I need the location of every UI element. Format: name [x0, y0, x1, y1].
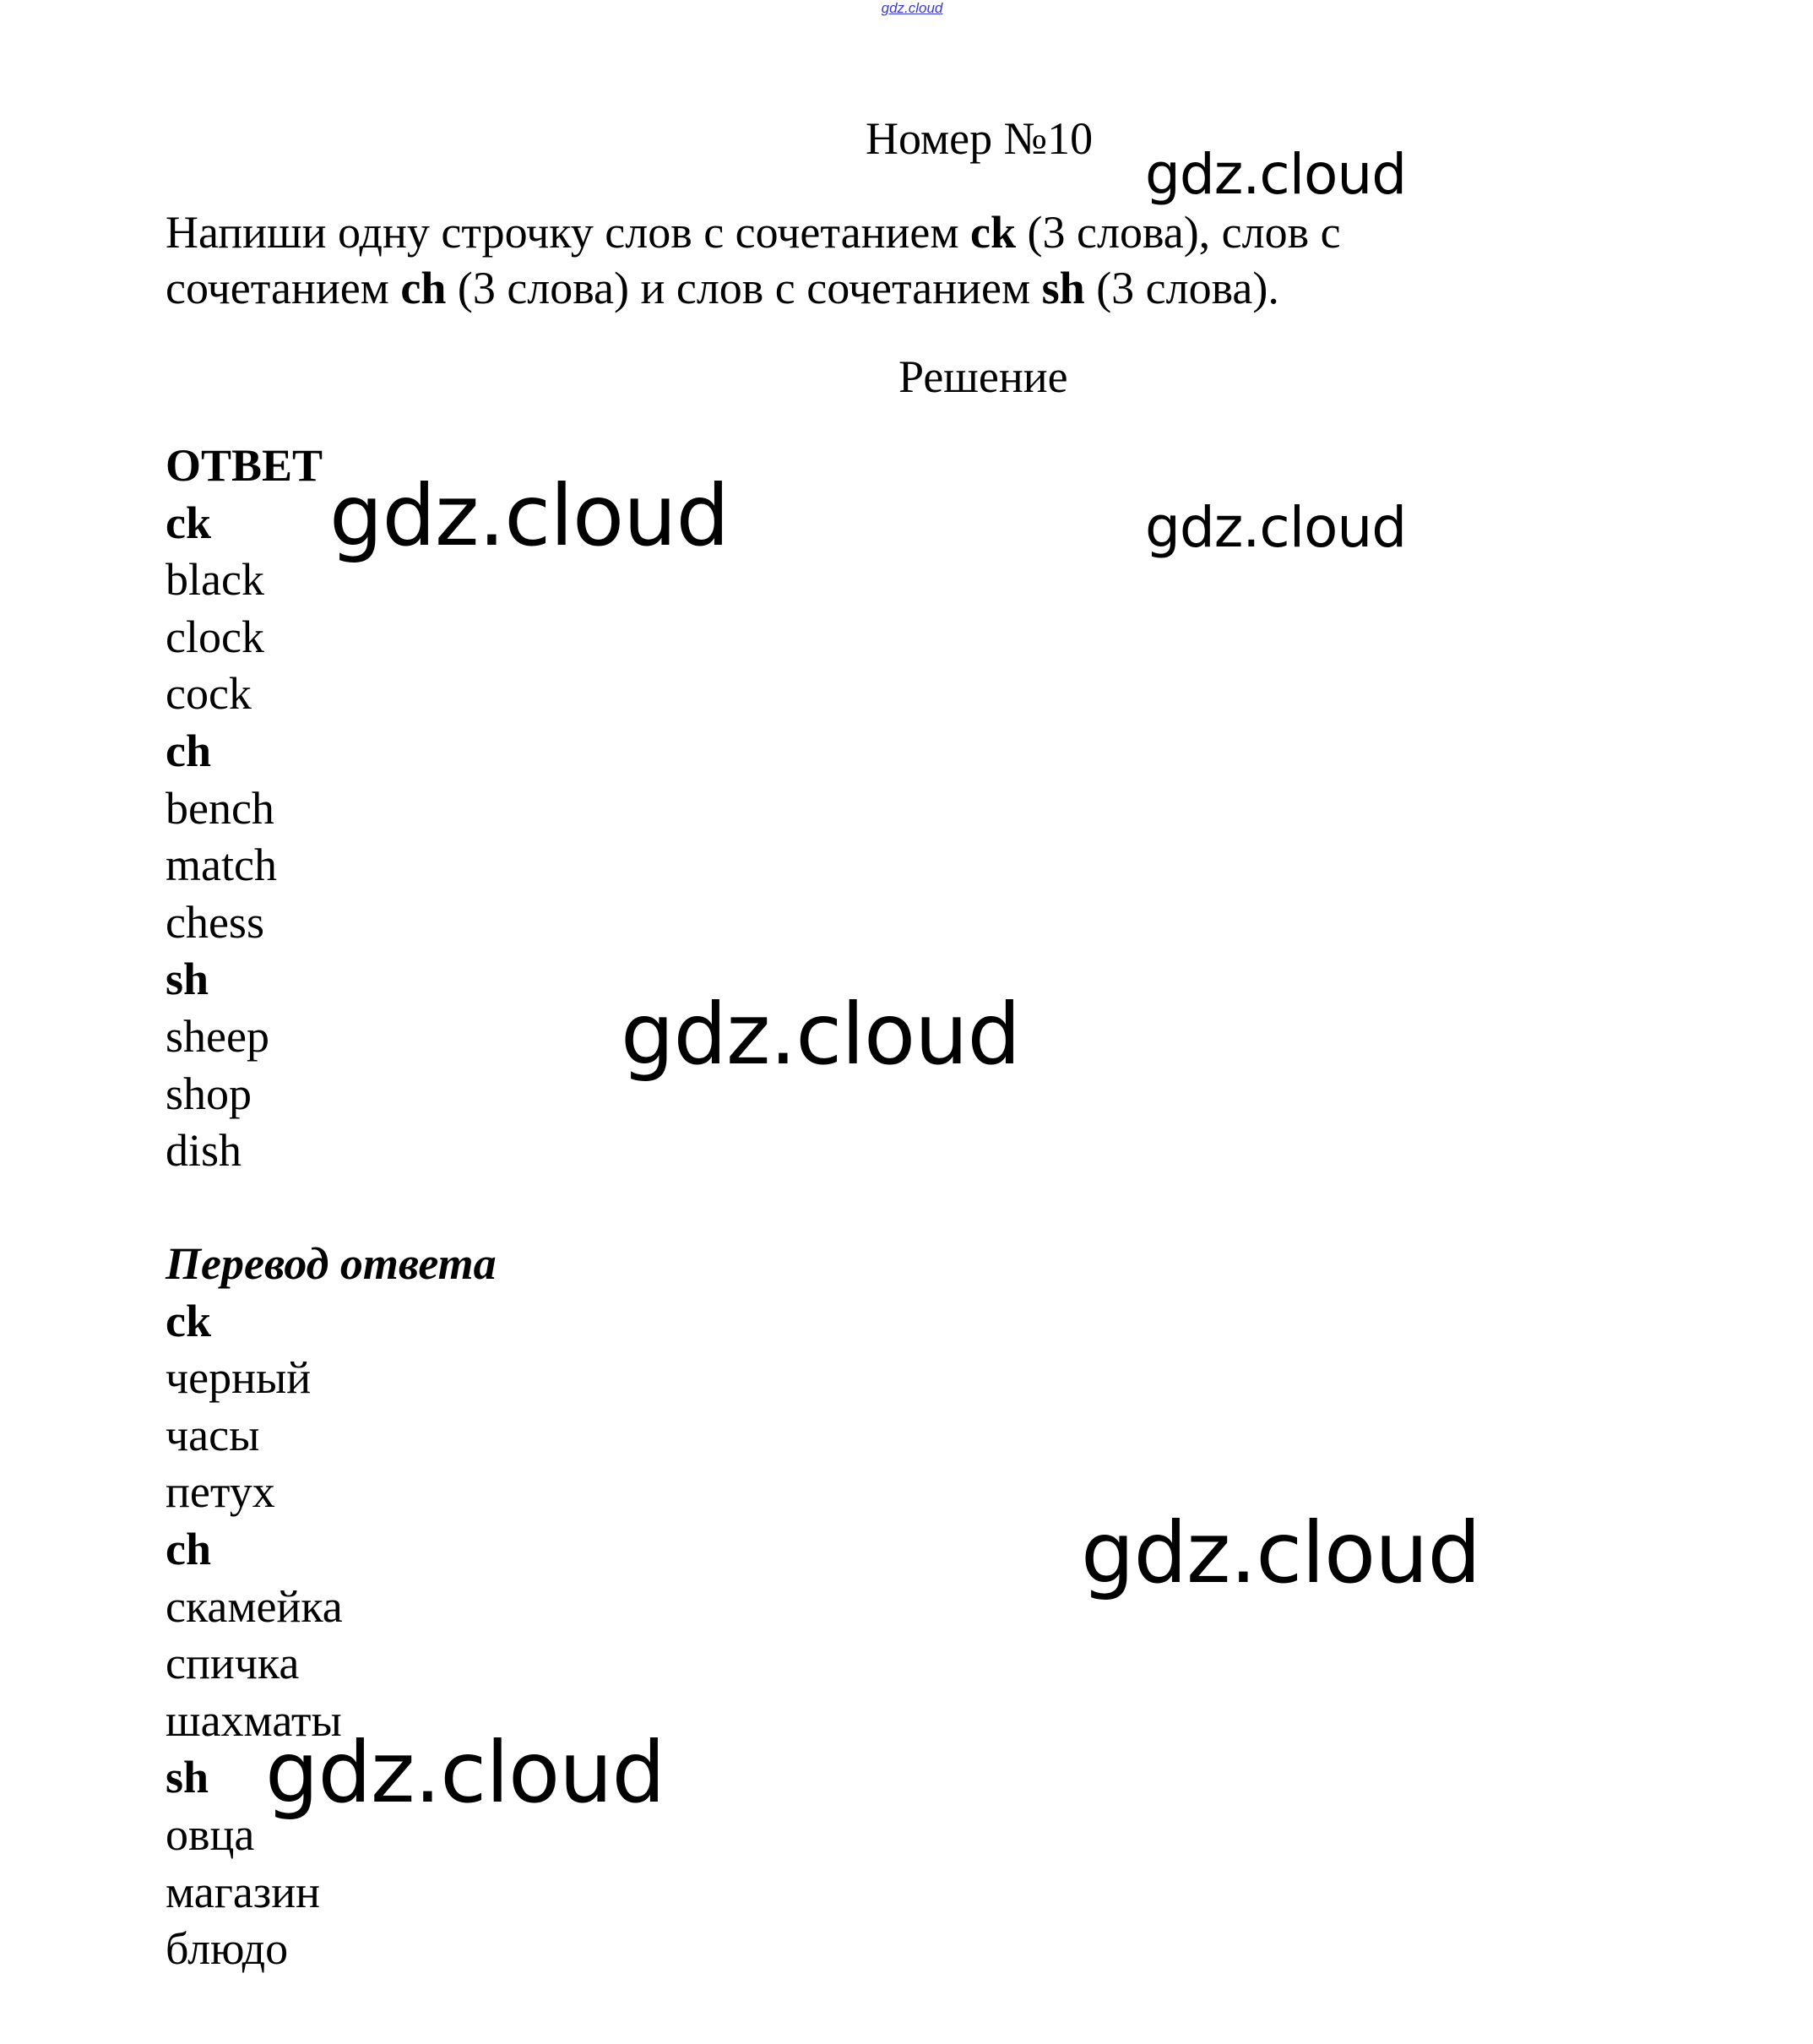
group-label: ch — [166, 1523, 211, 1574]
answer-heading: ОТВЕТ — [166, 440, 323, 491]
task-bold-sh: sh — [1041, 263, 1085, 313]
watermark: gdz.cloud — [621, 985, 1021, 1084]
task-bold-ck: ck — [970, 207, 1017, 258]
watermark: gdz.cloud — [329, 466, 730, 565]
task-text-part: (3 слова). — [1084, 263, 1279, 313]
task-text-part: Напиши одну строчку слов с сочетанием — [166, 207, 971, 258]
word-item: sheep — [166, 1010, 269, 1062]
word-item: cock — [166, 668, 252, 720]
task-text-part: (3 слова) и слов с сочетанием — [446, 263, 1042, 313]
word-item: black — [166, 554, 264, 606]
word-item: часы — [166, 1409, 260, 1460]
word-item: clock — [166, 611, 264, 662]
word-item: скамейка — [166, 1580, 343, 1632]
answer-section — [166, 438, 323, 1180]
word-item: шахматы — [166, 1694, 342, 1746]
watermark: gdz.cloud — [1081, 1503, 1481, 1602]
group-label: ck — [166, 497, 211, 548]
group-label: sh — [166, 1752, 209, 1803]
page-title: Номер №10 — [866, 113, 1094, 164]
group-label: ck — [166, 1295, 211, 1346]
word-item: спичка — [166, 1638, 300, 1689]
word-item: магазин — [166, 1866, 321, 1917]
watermark: gdz.cloud — [1145, 142, 1407, 207]
word-item: bench — [166, 782, 274, 834]
word-item: match — [166, 840, 277, 891]
watermark: gdz.cloud — [1145, 495, 1407, 560]
translation-heading: Перевод ответа — [166, 1238, 497, 1289]
task-text — [166, 204, 1517, 316]
task-text-part: (3 слова), слов с — [1016, 207, 1341, 258]
word-item: блюдо — [166, 1923, 289, 1975]
watermark: gdz.cloud — [265, 1723, 665, 1822]
group-label: sh — [166, 954, 209, 1005]
word-item: овца — [166, 1808, 255, 1860]
word-item: chess — [166, 896, 264, 948]
task-text-part: сочетанием — [166, 263, 401, 313]
word-item: shop — [166, 1068, 252, 1119]
task-bold-ch: ch — [400, 263, 447, 313]
header-link[interactable]: gdz.cloud — [881, 0, 943, 16]
word-item: петух — [166, 1466, 275, 1518]
word-item: черный — [166, 1352, 312, 1404]
translation-section — [166, 1236, 497, 1978]
word-item: dish — [166, 1125, 242, 1177]
solution-label: Решение — [898, 351, 1068, 402]
group-label: ch — [166, 725, 211, 776]
